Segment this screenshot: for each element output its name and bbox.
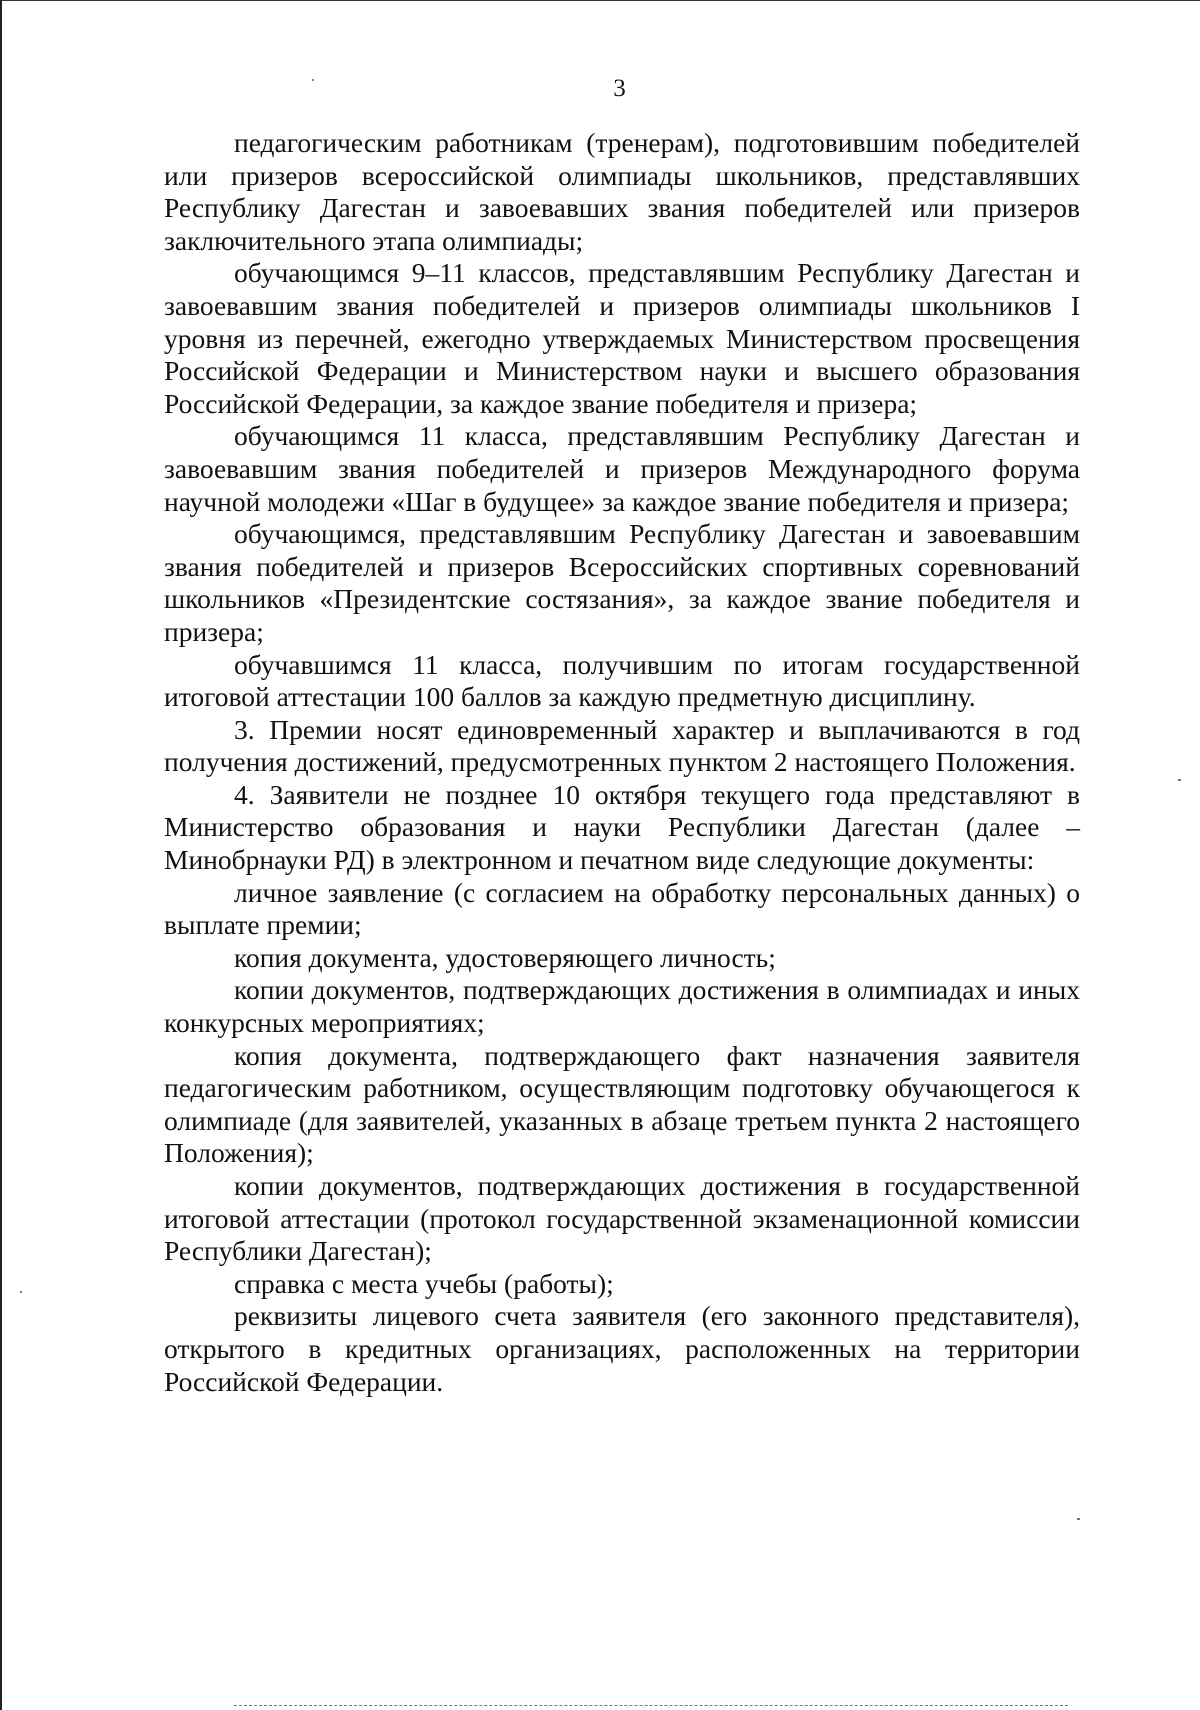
list-item-application: личное заявление (с согласием на обработку персональных данных) о выплате премии; <box>164 876 1080 941</box>
paragraph-students-forum: обучающимся 11 класса, представлявшим Республику Дагестан и завоевавшим звания победителей и призеров Международного форума научной молодежи «Шаг в будущее» за каждое звание победителя и призера; <box>164 420 1080 517</box>
document-body <box>164 127 1080 1398</box>
list-item-certificate: справка с места учебы (работы); <box>234 1267 614 1299</box>
list-item-identity: копия документа, удостоверяющего личность; <box>234 941 776 973</box>
list-item-bank-details: реквизиты лицевого счета заявителя (его законного представителя), открытого в кредитных организациях, расположенных на территории Российской Федерации. <box>164 1300 1080 1397</box>
scan-speck <box>20 1291 22 1293</box>
page-number: 3 <box>613 75 626 102</box>
scan-speck <box>1077 1518 1080 1520</box>
scan-bottom-edge <box>234 1705 1068 1706</box>
list-item-teacher-appointment: копия документа, подтверждающего факт назначения заявителя педагогическим работником, осуществляющим подготовку обучающегося к олимпиаде (для заявителей, указанных в абзаце третьем пункта 2 настоящего Положения); <box>164 1039 1080 1169</box>
list-item-exam-protocol: копии документов, подтверждающих достижения в государственной итоговой аттестации (протокол государственной экзаменационной комиссии Республики Дагестан); <box>164 1170 1080 1267</box>
paragraph-teachers: педагогическим работникам (тренерам), подготовившим победителей или призеров всероссийской олимпиады школьников, представлявших Республику Дагестан и завоевавших звания победителей или призеров заключительного этапа олимпиады; <box>164 127 1080 256</box>
paragraph-clause-4: 4. Заявители не позднее 10 октября текущего года представляют в Министерство образования и науки Республики Дагестан (далее – Минобрнауки РД) в электронном и печатном виде следующие документы: <box>164 778 1080 876</box>
scan-speck <box>312 79 314 81</box>
paragraph-students-exam: обучавшимся 11 класса, получившим по итогам государственной итоговой аттестации 100 баллов за каждую предметную дисциплину. <box>164 648 1080 713</box>
paragraph-students-sports: обучающимся, представлявшим Республику Дагестан и завоевавшим звания победителей и призеров Всероссийских спортивных соревнований школьников «Президентские состязания», за каждое звание победителя и призера; <box>164 518 1080 647</box>
paragraph-clause-3: 3. Премии носят единовременный характер и выплачиваются в год получения достижений, предусмотренных пунктом 2 настоящего Положения. <box>164 713 1080 778</box>
list-item-achievements: копии документов, подтверждающих достижения в олимпиадах и иных конкурсных мероприятиях; <box>164 974 1080 1039</box>
paragraph-students-olympiad: обучающимся 9–11 классов, представлявшим Республику Дагестан и завоевавшим звания победителей и призеров олимпиады школьников I уровня из перечней, ежегодно утверждаемых Министерством просвещения Российской Федерации и Министерством науки и высшего образования Российской Федерации, за каждое звание победителя и призера; <box>164 257 1080 419</box>
scan-speck <box>1178 779 1181 781</box>
